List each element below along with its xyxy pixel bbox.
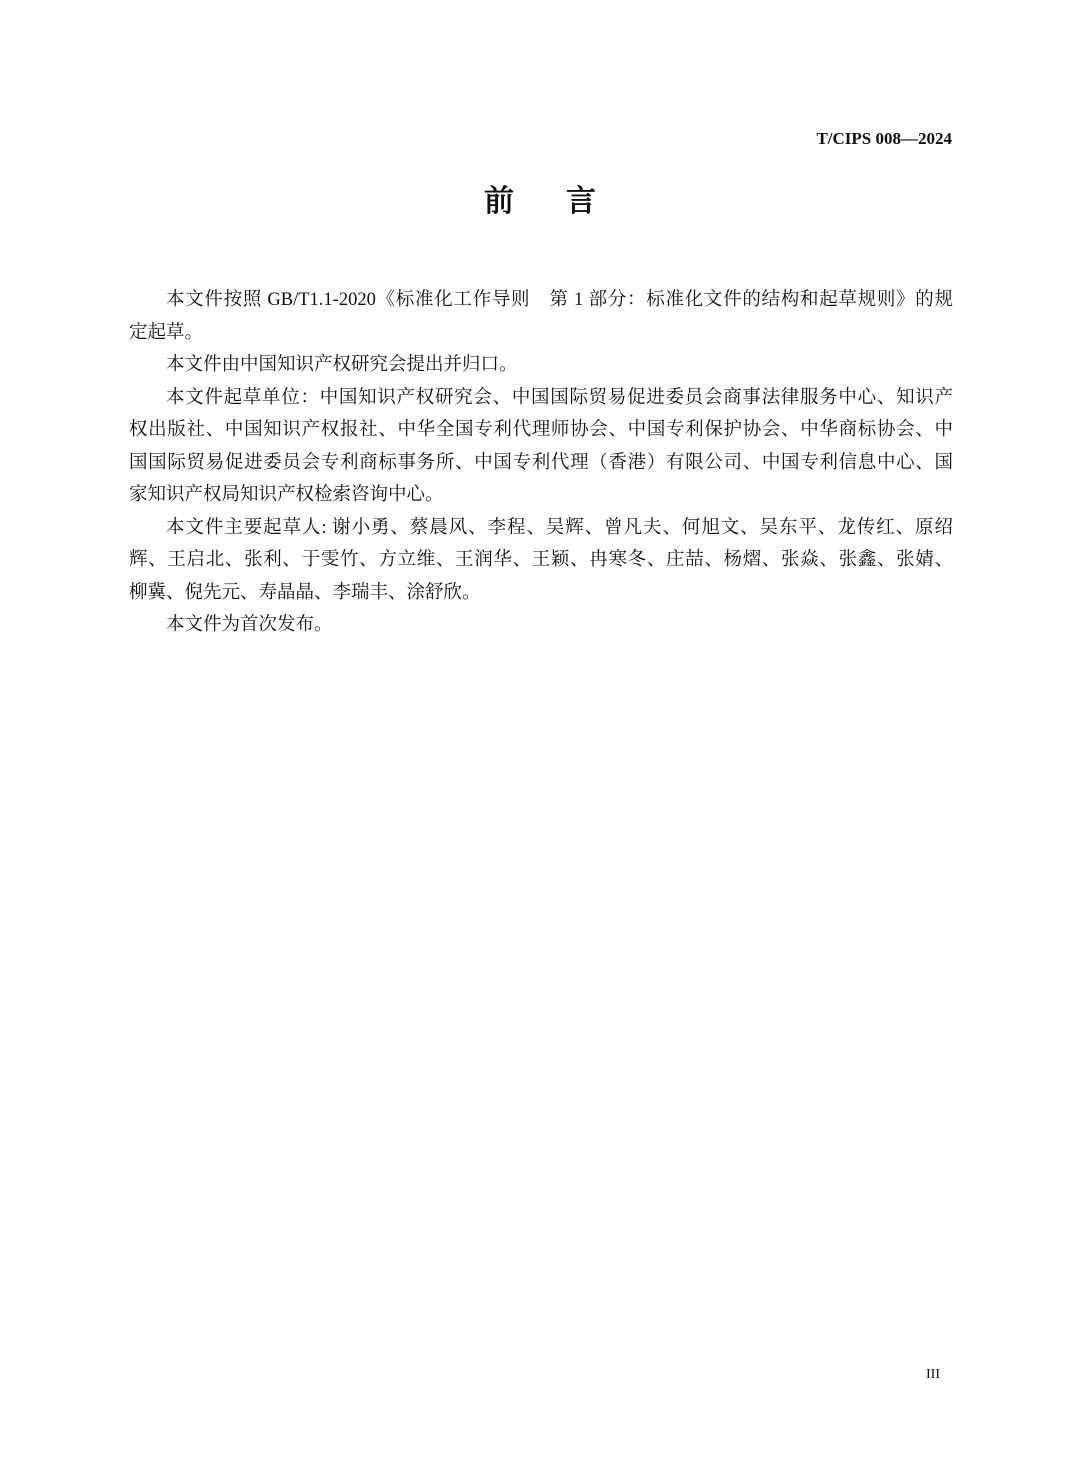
text-line: 本文件按照 GB/T1.1-2020《标准化工作导则 第 1 部分：标准化文件的结构和起草规则》的规 <box>166 290 953 310</box>
text-line: 权出版社、中国知识产权报社、中华全国专利代理师协会、中国专利保护协会、中华商标协会、中 <box>129 420 953 440</box>
document-number: T/CIPS 008—2024 <box>816 129 952 148</box>
text-line: 定起草。 <box>129 322 204 343</box>
page-title: 前言 <box>484 184 648 219</box>
paragraph <box>129 512 953 610</box>
text-line: 本文件为首次发布。 <box>166 615 333 635</box>
text-line: 家知识产权局知识产权检索咨询中心。 <box>129 485 444 505</box>
text-line: 辉、王启北、张利、于雯竹、方立维、王润华、王颖、冉寒冬、庄喆、杨熠、张焱、张鑫、张婧、 <box>129 550 953 570</box>
text-line: 本文件起草单位：中国知识产权研究会、中国国际贸易促进委员会商事法律服务中心、知识产 <box>166 387 953 408</box>
page-number: III <box>926 1367 940 1382</box>
paragraph <box>129 609 953 642</box>
document-body <box>129 284 953 642</box>
paragraph <box>129 349 953 382</box>
paragraph <box>129 382 953 512</box>
text-line: 柳冀、倪先元、寿晶晶、李瑞丰、涂舒欣。 <box>129 582 481 603</box>
text-line: 国国际贸易促进委员会专利商标事务所、中国专利代理（香港）有限公司、中国专利信息中心、国 <box>129 452 953 473</box>
text-line: 本文件由中国知识产权研究会提出并归口。 <box>166 355 518 375</box>
text-line: 本文件主要起草人: 谢小勇、蔡晨风、李程、吴辉、曾凡夫、何旭文、吴东平、龙传红、原绍 <box>166 517 953 538</box>
paragraph <box>129 284 953 349</box>
